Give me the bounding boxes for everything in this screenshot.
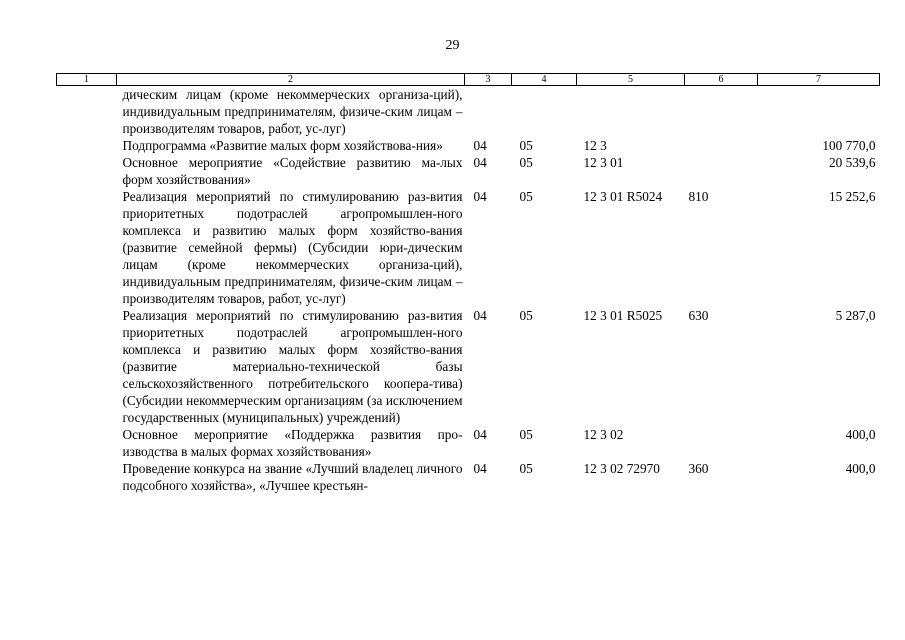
row-index-cell [57,460,117,494]
budget-table [56,73,880,494]
row-index-cell [57,188,117,307]
row-csr: 12 3 02 [583,427,624,442]
row-rz: 04 [473,427,487,442]
table-row [57,426,880,460]
row-name: дическим лицам (кроме некоммерческих организа-ций), индивидуальным предпринимателям, физиче-ским лицам – производителям товаров, работ, ус-луг) [122,87,463,136]
row-pr: 05 [519,155,533,170]
row-rz: 04 [473,461,487,476]
row-csr: 12 3 01 R5024 [583,189,663,204]
row-index-cell [57,426,117,460]
column-header-1: 1 [57,74,117,86]
row-index-cell [57,86,117,138]
table-row [57,137,880,154]
row-sum: 400,0 [845,427,876,442]
column-number-header [57,74,880,86]
row-sum: 400,0 [845,461,876,476]
row-pr: 05 [519,308,533,323]
row-csr: 12 3 01 [583,155,624,170]
row-sum: 100 770,0 [822,138,876,153]
page-number: 29 [445,38,460,53]
row-vr [685,426,758,460]
row-rz: 04 [473,189,487,204]
row-vr: 360 [688,461,709,476]
row-name: Реализация мероприятий по стимулированию раз-вития приоритетных подотраслей агропромышлен-ного комплекса и развитию малых форм хозяйство-вания (развитие материально-технической базы сельскохозяйственного потребительского коопера-тива) (Субсидии некоммерческим организациям (за исключением государственных (муниципальных) учреждений) [122,308,463,425]
row-index-cell [57,137,117,154]
row-sum: 15 252,6 [828,189,876,204]
table-row [57,460,880,494]
row-vr [685,137,758,154]
row-rz: 04 [473,155,487,170]
row-csr: 12 3 01 R5025 [583,308,663,323]
row-csr: 12 3 02 72970 [583,461,660,476]
row-csr [577,86,685,138]
row-name: Основное мероприятие «Содействие развитию ма-лых форм хозяйствования» [122,155,463,187]
row-pr [512,86,577,138]
row-index-cell [57,154,117,188]
row-name: Подпрограмма «Развитие малых форм хозяйствова-ния» [122,138,443,153]
row-pr: 05 [519,427,533,442]
column-header-7: 7 [758,74,880,86]
column-header-3: 3 [465,74,512,86]
row-pr: 05 [519,189,533,204]
row-rz: 04 [473,308,487,323]
table-row [57,154,880,188]
row-vr: 630 [688,308,709,323]
row-vr: 810 [688,189,709,204]
column-header-4: 4 [512,74,577,86]
row-vr [685,154,758,188]
row-rz [465,86,512,138]
table-row [57,86,880,138]
row-csr: 12 3 [583,138,607,153]
row-index-cell [57,307,117,426]
row-vr [685,86,758,138]
row-rz: 04 [473,138,487,153]
row-sum: 5 287,0 [835,308,876,323]
row-sum: 20 539,6 [828,155,876,170]
row-name: Реализация мероприятий по стимулированию раз-вития приоритетных подотраслей агропромышлен-ного комплекса и развитию малых форм хозяйство-вания (развитие семейной фермы) (Субсидии юри-дическим лицам (кроме некоммерческих организа-ций), индивидуальным предпринимателям, физиче-ским лицам – производителям товаров, работ, ус-луг) [122,189,463,306]
row-name: Проведение конкурса на звание «Лучший владелец личного подсобного хозяйства», «Лучшее крестьян- [122,461,463,493]
column-header-6: 6 [685,74,758,86]
row-name: Основное мероприятие «Поддержка развития про-изводства в малых формах хозяйствования» [122,427,463,459]
row-pr: 05 [519,138,533,153]
row-sum [758,86,880,138]
column-header-5: 5 [577,74,685,86]
table-row [57,307,880,426]
table-row [57,188,880,307]
row-pr: 05 [519,461,533,476]
column-header-2: 2 [117,74,465,86]
